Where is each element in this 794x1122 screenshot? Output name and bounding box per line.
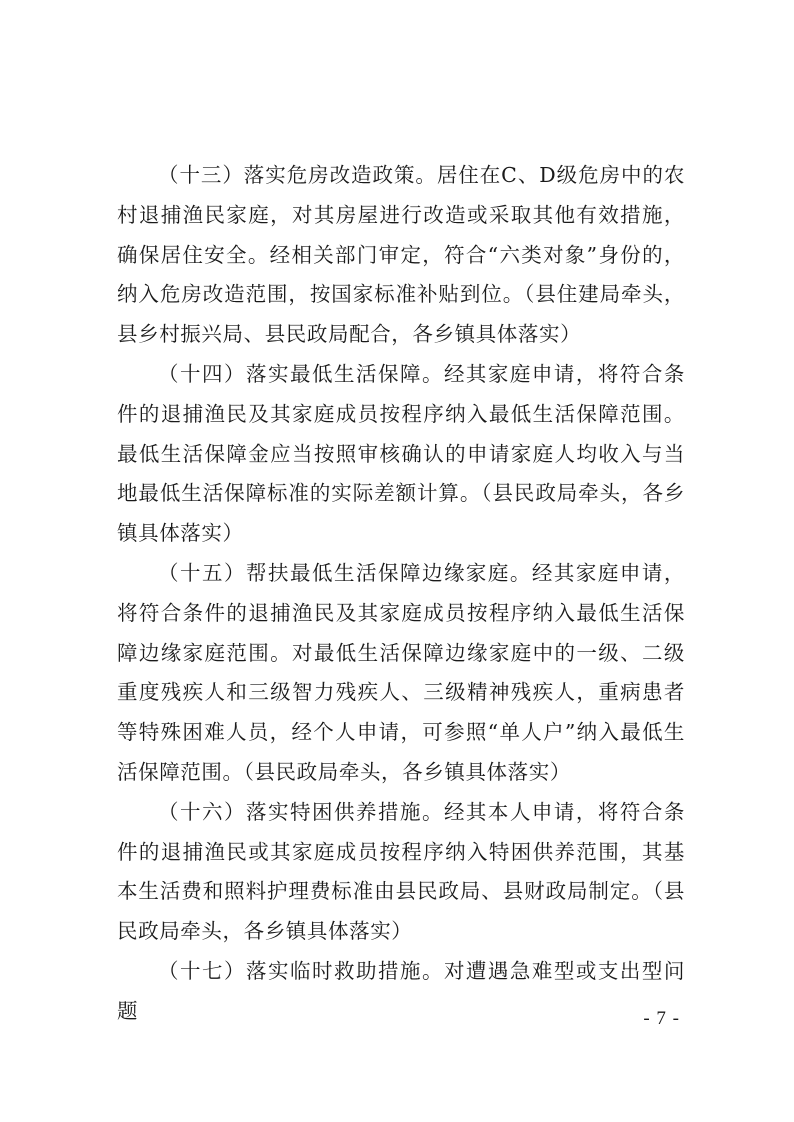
paragraph-16-special-hardship-support: （十六）落实特困供养措施。经其本人申请，将符合条件的退捕渔民或其家庭成员按程序纳入特困供养范围，其基本生活费和照料护理费标准由县民政局、县财政局制定。（县民政局牵头，各乡镇具体落实）	[117, 799, 685, 944]
paragraph-13-housing-renovation: （十三）落实危房改造政策。居住在C、D级危房中的农村退捕渔民家庭，对其房屋进行改造或采取其他有效措施，确保居住安全。经相关部门审定，符合“六类对象”身份的，纳入危房改造范围，按国家标准补贴到位。（县住建局牵头，县乡村振兴局、县民政局配合，各乡镇具体落实）	[117, 163, 685, 347]
paragraph-14-minimum-living-security: （十四）落实最低生活保障。经其家庭申请，将符合条件的退捕渔民及其家庭成员按程序纳入最低生活保障范围。最低生活保障金应当按照审核确认的申请家庭人均收入与当地最低生活保障标准的实际差额计算。（县民政局牵头，各乡镇具体落实）	[117, 361, 685, 546]
paragraph-17-temporary-assistance: （十七）落实临时救助措施。对遭遇急难型或支出型问题	[117, 958, 685, 1023]
document-body	[117, 156, 685, 1032]
paragraph-15-marginal-families-support: （十五）帮扶最低生活保障边缘家庭。经其家庭申请，将符合条件的退捕渔民及其家庭成员按程序纳入最低生活保障边缘家庭范围。对最低生活保障边缘家庭中的一级、二级重度残疾人和三级智力残疾人、三级精神残疾人，重病患者等特殊困难人员，经个人申请，可参照“单人户”纳入最低生活保障范围。（县民政局牵头，各乡镇具体落实）	[117, 560, 685, 784]
page-number: - 7 -	[643, 1008, 680, 1029]
